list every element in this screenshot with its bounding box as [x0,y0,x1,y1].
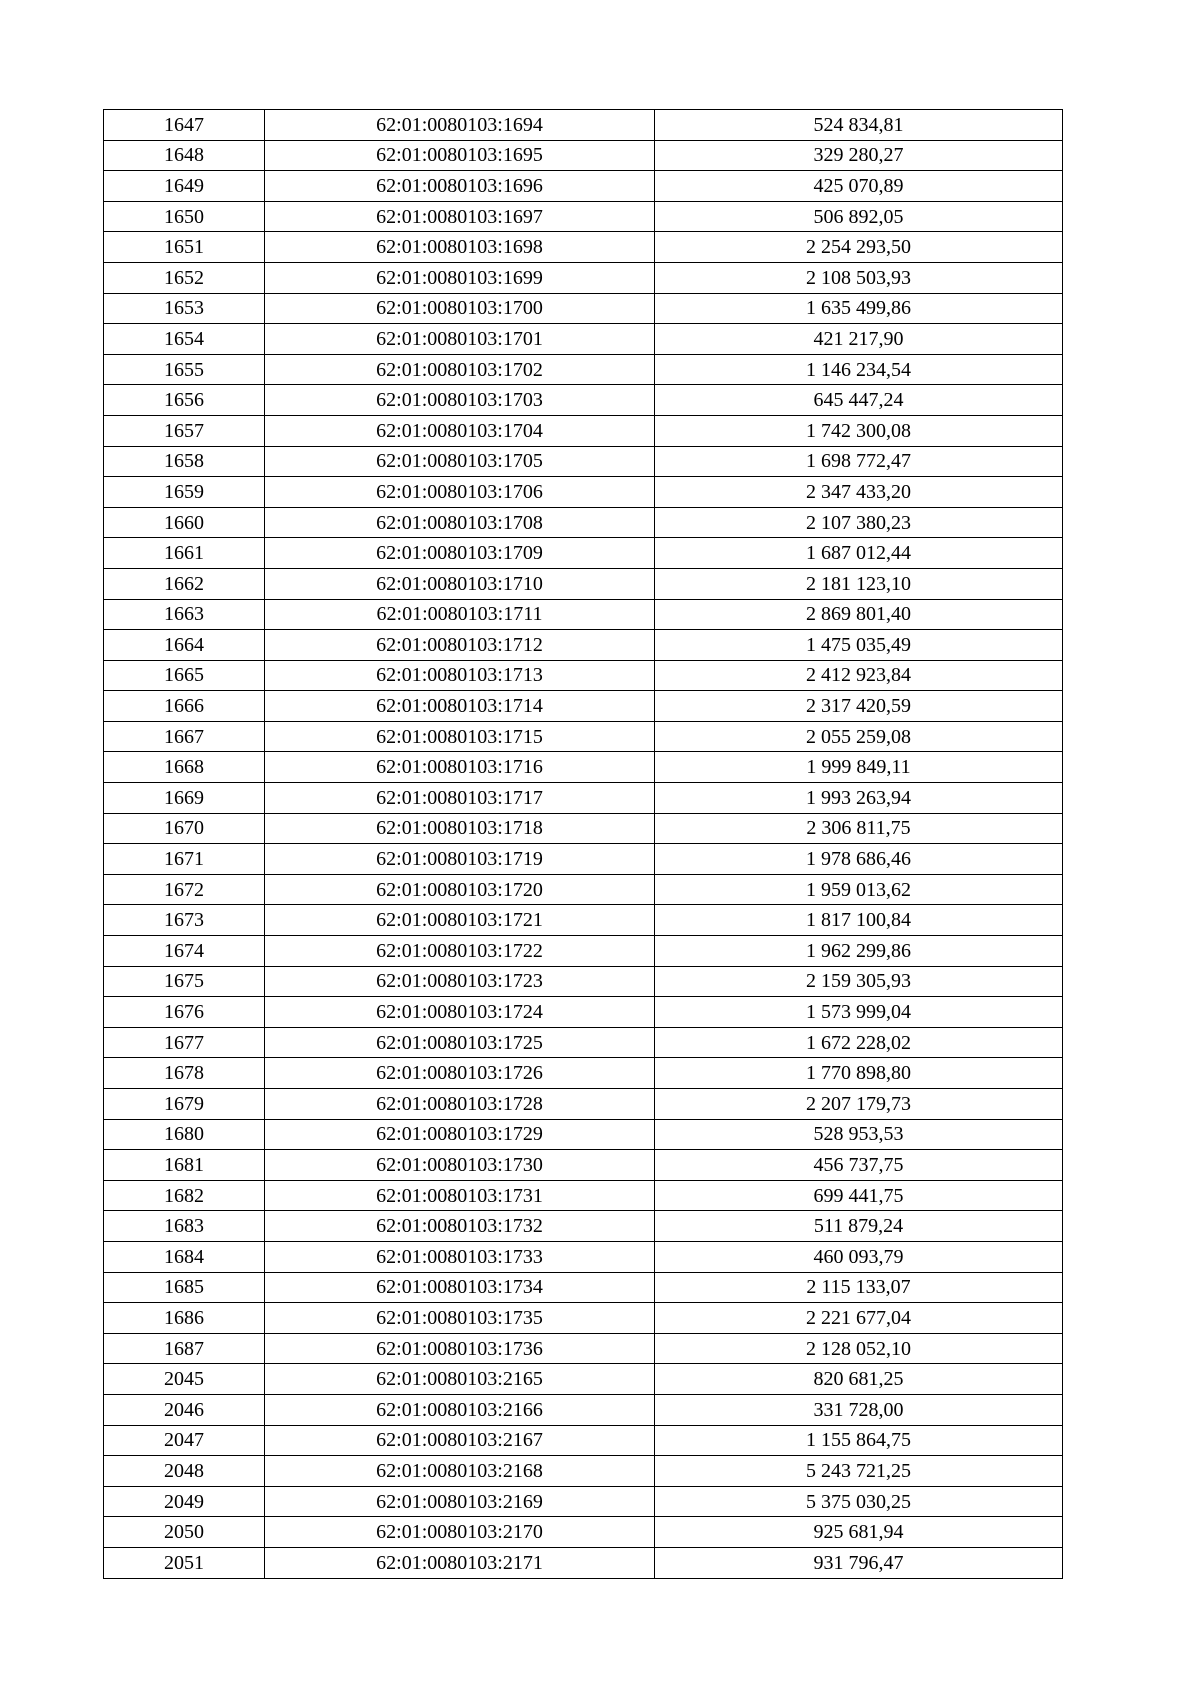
cadastral-number-cell: 62:01:0080103:1728 [265,1089,655,1120]
row-number-cell: 1682 [104,1180,265,1211]
table-row [104,1058,1063,1089]
cadastral-number-cell: 62:01:0080103:1714 [265,691,655,722]
cadastral-value-cell: 2 115 133,07 [655,1272,1063,1303]
cadastral-value-cell: 2 221 677,04 [655,1303,1063,1334]
table-row [104,936,1063,967]
cadastral-number-cell: 62:01:0080103:1724 [265,997,655,1028]
cadastral-value-cell: 1 146 234,54 [655,354,1063,385]
cadastral-value-cell: 524 834,81 [655,110,1063,141]
row-number-cell: 1657 [104,415,265,446]
row-number-cell: 1651 [104,232,265,263]
row-number-cell: 2046 [104,1394,265,1425]
row-number-cell: 1653 [104,293,265,324]
row-number-cell: 1673 [104,905,265,936]
cadastral-number-cell: 62:01:0080103:1698 [265,232,655,263]
cadastral-number-cell: 62:01:0080103:2169 [265,1486,655,1517]
cadastral-number-cell: 62:01:0080103:1695 [265,140,655,171]
cadastral-number-cell: 62:01:0080103:2170 [265,1517,655,1548]
cadastral-value-cell: 1 978 686,46 [655,844,1063,875]
cadastral-number-cell: 62:01:0080103:1733 [265,1241,655,1272]
cadastral-value-cell: 1 999 849,11 [655,752,1063,783]
cadastral-number-cell: 62:01:0080103:1697 [265,201,655,232]
table-row [104,1089,1063,1120]
row-number-cell: 1660 [104,507,265,538]
table-row [104,1027,1063,1058]
cadastral-number-cell: 62:01:0080103:1721 [265,905,655,936]
cadastral-value-cell: 460 093,79 [655,1241,1063,1272]
row-number-cell: 1667 [104,721,265,752]
table-row [104,1364,1063,1395]
cadastral-number-cell: 62:01:0080103:1735 [265,1303,655,1334]
cadastral-value-cell: 2 159 305,93 [655,966,1063,997]
row-number-cell: 1666 [104,691,265,722]
table-row [104,1119,1063,1150]
table-row [104,1547,1063,1578]
table-row [104,477,1063,508]
cadastral-value-cell: 421 217,90 [655,324,1063,355]
table-row [104,1456,1063,1487]
row-number-cell: 1683 [104,1211,265,1242]
row-number-cell: 1669 [104,783,265,814]
cadastral-value-cell: 2 108 503,93 [655,262,1063,293]
row-number-cell: 1650 [104,201,265,232]
table-row [104,752,1063,783]
table-row [104,262,1063,293]
row-number-cell: 1661 [104,538,265,569]
row-number-cell: 1648 [104,140,265,171]
cadastral-number-cell: 62:01:0080103:1703 [265,385,655,416]
row-number-cell: 1679 [104,1089,265,1120]
row-number-cell: 1663 [104,599,265,630]
table-row [104,507,1063,538]
cadastral-number-cell: 62:01:0080103:1719 [265,844,655,875]
cadastral-value-cell: 1 962 299,86 [655,936,1063,967]
row-number-cell: 1674 [104,936,265,967]
cadastral-value-cell: 456 737,75 [655,1150,1063,1181]
row-number-cell: 1665 [104,660,265,691]
table-row [104,446,1063,477]
cadastral-number-cell: 62:01:0080103:1725 [265,1027,655,1058]
row-number-cell: 1675 [104,966,265,997]
cadastral-number-cell: 62:01:0080103:1705 [265,446,655,477]
table-body [104,110,1063,1579]
row-number-cell: 2047 [104,1425,265,1456]
row-number-cell: 1670 [104,813,265,844]
cadastral-number-cell: 62:01:0080103:1708 [265,507,655,538]
cadastral-number-cell: 62:01:0080103:2171 [265,1547,655,1578]
table-row [104,324,1063,355]
cadastral-value-cell: 2 306 811,75 [655,813,1063,844]
cadastral-value-cell: 1 742 300,08 [655,415,1063,446]
row-number-cell: 1668 [104,752,265,783]
cadastral-value-cell: 425 070,89 [655,171,1063,202]
cadastral-value-cell: 820 681,25 [655,1364,1063,1395]
cadastral-number-cell: 62:01:0080103:1723 [265,966,655,997]
row-number-cell: 1686 [104,1303,265,1334]
table-row [104,1211,1063,1242]
row-number-cell: 1671 [104,844,265,875]
table-row [104,630,1063,661]
table-row [104,1180,1063,1211]
cadastral-value-cell: 1 475 035,49 [655,630,1063,661]
cadastral-number-cell: 62:01:0080103:1734 [265,1272,655,1303]
cadastral-value-cell: 1 959 013,62 [655,874,1063,905]
table-row [104,201,1063,232]
cadastral-number-cell: 62:01:0080103:1736 [265,1333,655,1364]
table-row [104,1333,1063,1364]
row-number-cell: 1664 [104,630,265,661]
cadastral-value-cell: 5 243 721,25 [655,1456,1063,1487]
row-number-cell: 1677 [104,1027,265,1058]
table-row [104,568,1063,599]
cadastral-number-cell: 62:01:0080103:1704 [265,415,655,446]
table-row [104,1241,1063,1272]
table-row [104,844,1063,875]
cadastral-number-cell: 62:01:0080103:1709 [265,538,655,569]
table-row [104,1517,1063,1548]
cadastral-value-cell: 2 181 123,10 [655,568,1063,599]
row-number-cell: 2049 [104,1486,265,1517]
cadastral-number-cell: 62:01:0080103:1696 [265,171,655,202]
table-row [104,1150,1063,1181]
table-row [104,783,1063,814]
row-number-cell: 1687 [104,1333,265,1364]
cadastral-number-cell: 62:01:0080103:1694 [265,110,655,141]
row-number-cell: 1678 [104,1058,265,1089]
cadastral-number-cell: 62:01:0080103:1712 [265,630,655,661]
table-row [104,721,1063,752]
cadastral-value-table [103,109,1063,1579]
cadastral-number-cell: 62:01:0080103:2168 [265,1456,655,1487]
table-row [104,813,1063,844]
row-number-cell: 1662 [104,568,265,599]
cadastral-number-cell: 62:01:0080103:2166 [265,1394,655,1425]
cadastral-number-cell: 62:01:0080103:1699 [265,262,655,293]
cadastral-value-cell: 925 681,94 [655,1517,1063,1548]
cadastral-value-cell: 2 254 293,50 [655,232,1063,263]
cadastral-value-cell: 5 375 030,25 [655,1486,1063,1517]
cadastral-value-cell: 1 687 012,44 [655,538,1063,569]
table-row [104,874,1063,905]
table-row [104,660,1063,691]
cadastral-number-cell: 62:01:0080103:1720 [265,874,655,905]
table-row [104,415,1063,446]
row-number-cell: 1655 [104,354,265,385]
cadastral-number-cell: 62:01:0080103:1731 [265,1180,655,1211]
row-number-cell: 2048 [104,1456,265,1487]
table-row [104,1394,1063,1425]
table-row [104,1272,1063,1303]
table-row [104,1425,1063,1456]
cadastral-number-cell: 62:01:0080103:1730 [265,1150,655,1181]
table-row [104,1303,1063,1334]
row-number-cell: 1654 [104,324,265,355]
table-row [104,966,1063,997]
cadastral-value-cell: 329 280,27 [655,140,1063,171]
cadastral-value-cell: 1 672 228,02 [655,1027,1063,1058]
cadastral-value-cell: 2 412 923,84 [655,660,1063,691]
row-number-cell: 2050 [104,1517,265,1548]
row-number-cell: 1649 [104,171,265,202]
table-row [104,538,1063,569]
cadastral-number-cell: 62:01:0080103:1716 [265,752,655,783]
cadastral-number-cell: 62:01:0080103:1710 [265,568,655,599]
table-row [104,997,1063,1028]
table-row [104,232,1063,263]
table-row [104,599,1063,630]
cadastral-number-cell: 62:01:0080103:2165 [265,1364,655,1395]
cadastral-value-cell: 511 879,24 [655,1211,1063,1242]
row-number-cell: 1676 [104,997,265,1028]
row-number-cell: 1684 [104,1241,265,1272]
cadastral-number-cell: 62:01:0080103:1702 [265,354,655,385]
cadastral-value-cell: 506 892,05 [655,201,1063,232]
row-number-cell: 1672 [104,874,265,905]
cadastral-value-cell: 331 728,00 [655,1394,1063,1425]
cadastral-value-cell: 1 770 898,80 [655,1058,1063,1089]
row-number-cell: 1681 [104,1150,265,1181]
table-row [104,385,1063,416]
table-row [104,354,1063,385]
table-row [104,1486,1063,1517]
cadastral-number-cell: 62:01:0080103:1718 [265,813,655,844]
cadastral-value-cell: 1 817 100,84 [655,905,1063,936]
table-row [104,905,1063,936]
cadastral-number-cell: 62:01:0080103:1701 [265,324,655,355]
cadastral-value-cell: 528 953,53 [655,1119,1063,1150]
row-number-cell: 2045 [104,1364,265,1395]
cadastral-value-cell: 2 347 433,20 [655,477,1063,508]
cadastral-number-cell: 62:01:0080103:1715 [265,721,655,752]
row-number-cell: 2051 [104,1547,265,1578]
table-row [104,293,1063,324]
cadastral-value-cell: 1 155 864,75 [655,1425,1063,1456]
cadastral-value-cell: 2 055 259,08 [655,721,1063,752]
cadastral-value-cell: 1 698 772,47 [655,446,1063,477]
cadastral-number-cell: 62:01:0080103:1732 [265,1211,655,1242]
cadastral-number-cell: 62:01:0080103:1726 [265,1058,655,1089]
row-number-cell: 1659 [104,477,265,508]
row-number-cell: 1658 [104,446,265,477]
row-number-cell: 1647 [104,110,265,141]
cadastral-number-cell: 62:01:0080103:1713 [265,660,655,691]
cadastral-number-cell: 62:01:0080103:1717 [265,783,655,814]
table-row [104,140,1063,171]
cadastral-value-cell: 2 207 179,73 [655,1089,1063,1120]
cadastral-value-cell: 2 317 420,59 [655,691,1063,722]
cadastral-number-cell: 62:01:0080103:1729 [265,1119,655,1150]
row-number-cell: 1685 [104,1272,265,1303]
table-row [104,110,1063,141]
cadastral-value-cell: 931 796,47 [655,1547,1063,1578]
cadastral-value-cell: 1 993 263,94 [655,783,1063,814]
cadastral-value-cell: 1 635 499,86 [655,293,1063,324]
cadastral-number-cell: 62:01:0080103:1722 [265,936,655,967]
cadastral-value-cell: 2 128 052,10 [655,1333,1063,1364]
cadastral-value-cell: 1 573 999,04 [655,997,1063,1028]
table-row [104,691,1063,722]
cadastral-value-cell: 2 869 801,40 [655,599,1063,630]
row-number-cell: 1680 [104,1119,265,1150]
cadastral-value-cell: 2 107 380,23 [655,507,1063,538]
cadastral-value-cell: 699 441,75 [655,1180,1063,1211]
table-row [104,171,1063,202]
cadastral-number-cell: 62:01:0080103:1711 [265,599,655,630]
row-number-cell: 1652 [104,262,265,293]
cadastral-number-cell: 62:01:0080103:1706 [265,477,655,508]
cadastral-number-cell: 62:01:0080103:2167 [265,1425,655,1456]
cadastral-number-cell: 62:01:0080103:1700 [265,293,655,324]
row-number-cell: 1656 [104,385,265,416]
cadastral-value-cell: 645 447,24 [655,385,1063,416]
